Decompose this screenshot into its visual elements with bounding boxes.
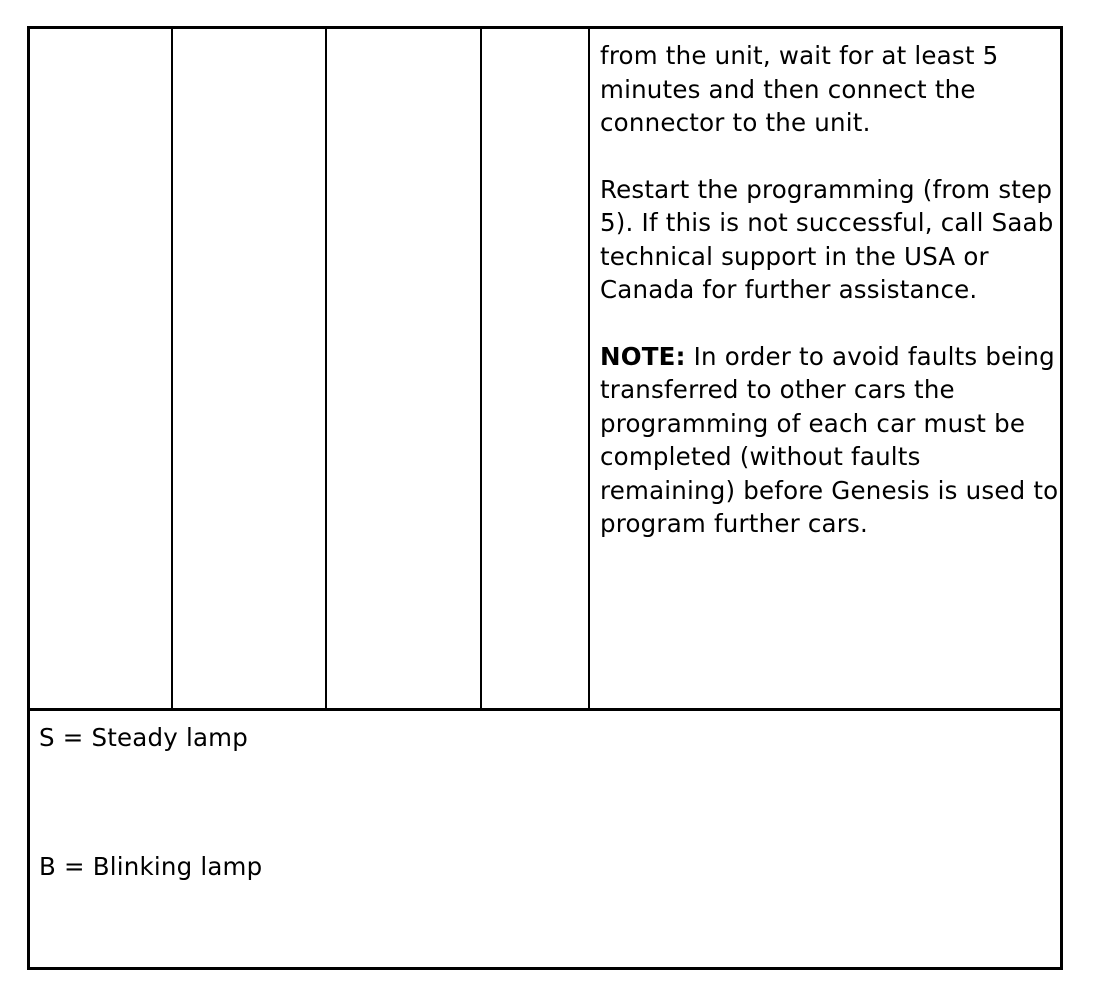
table-row [30,29,1060,711]
legend-blinking-lamp: B = Blinking lamp [39,852,263,881]
note-paragraph [600,340,1060,541]
column-divider [325,29,327,711]
column-divider [588,29,590,711]
instruction-cell [600,39,1060,541]
column-divider [171,29,173,711]
procedure-table [27,26,1063,970]
note-label: NOTE: [600,341,686,371]
instruction-paragraph: from the unit, wait for at least 5 minutes and then connect the connector to the unit. [600,41,999,137]
column-divider [480,29,482,711]
legend-steady-lamp: S = Steady lamp [39,723,248,752]
legend-row [30,711,1060,967]
instruction-paragraph: Restart the programming (from step 5). If this is not successful, call Saab technical support in the USA or Canada for further assistance. [600,174,1054,304]
note-text: In order to avoid faults being transferred to other cars the programming of each car must be completed (without faults remaining) before Genesis is used to program further cars. [600,341,1059,538]
